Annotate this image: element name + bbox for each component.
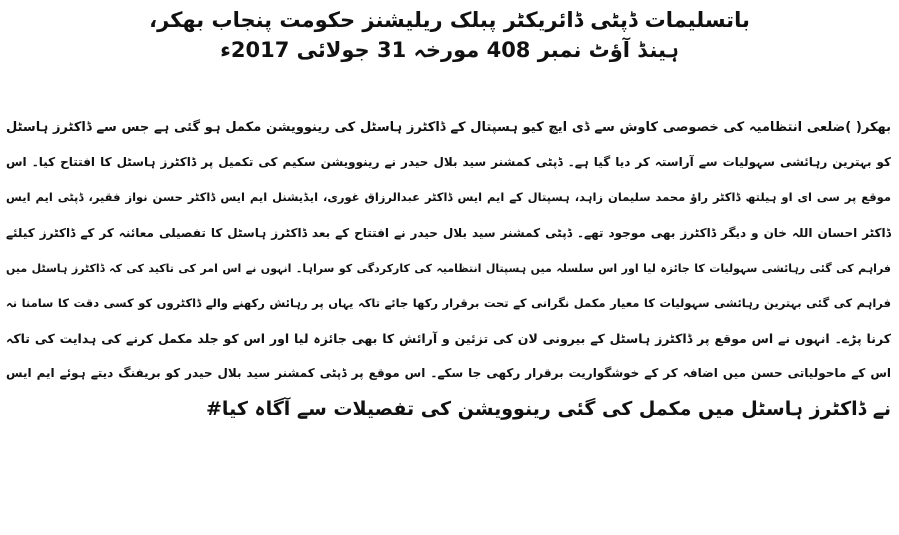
body-line: کرنا پڑے۔ انہوں نے اس موقع پر ڈاکٹرز ہاسٹل کے بیرونی لان کی تزئین و آرائش کا بھی جائزہ لیا اور اس کو جلد مکمل کرنے کی ہدایت کی تاکہ	[6, 331, 891, 347]
body-line: کو بہترین رہائشی سہولیات سے آراستہ کر دیا گیا ہے۔ ڈپٹی کمشنر سید بلال حیدر نے رینوویشن سکیم کی تکمیل پر ڈاکٹرز ہاسٹل کا افتتاح کیا۔ اس	[6, 155, 891, 170]
body-line: اس کے ماحولیاتی حسن میں اضافہ کر کے خوشگواریت برقرار رکھی جا سکے۔ اس موقع پر ڈپٹی کمشنر سید بلال حیدر کو بریفنگ دیتے ہوئے ایم ایس	[6, 366, 891, 381]
header-handout-line: ہینڈ آؤٹ نمبر 408 مورخہ 31 جولائی 2017ء	[220, 38, 679, 62]
body-line: فراہم کی گئی رہائشی سہولیات کا جائزہ لیا اور اس سلسلہ میں ہسپتال انتظامیہ کی کارکردگی کو سراہا۔ انہوں نے اس امر کی تاکید کی کہ ڈاکٹرز ہاسٹل میں	[6, 261, 891, 275]
body-line: موقع پر سی ای او ہیلتھ ڈاکٹر راؤ محمد سلیمان زاہد، ہسپتال کے ایم ایس ڈاکٹر عبدالرزاق غوری، ایڈیشنل ایم ایس ڈاکٹر حسن نواز فقیر، ڈپٹی ایم ایس	[6, 190, 891, 205]
body-line: فراہم کی گئی بہترین رہائشی سہولیات کا معیار مکمل نگرانی کے تحت برقرار رکھا جائے تاکہ یہاں پر رہائش رکھنے والے ڈاکٹروں کو کسی دقت کا سامنا نہ	[6, 295, 891, 310]
body-line: ڈاکٹر احسان اللہ خان و دیگر ڈاکٹرز بھی موجود تھے۔ ڈپٹی کمشنر سید بلال حیدر نے افتتاح کے بعد ڈاکٹرز ہاسٹل کا تفصیلی معائنہ کر کے ڈاکٹرز کیلئے	[6, 225, 891, 240]
header-issuer-line: باتسلیمات ڈپٹی ڈائریکٹر پبلک ریلیشنز حکومت پنجاب بھکر،	[149, 8, 750, 32]
press-release-body	[6, 110, 891, 427]
body-line: نے ڈاکٹرز ہاسٹل میں مکمل کی گئی رینوویشن کی تفصیلات سے آگاہ کیا#	[206, 397, 891, 420]
body-line: بھکر( )ضلعی انتظامیہ کی خصوصی کاوش سے ڈی ایچ کیو ہسپتال کے ڈاکٹرز ہاسٹل کی رینوویشن مکمل ہو گئی ہے جس سے ڈاکٹرز ہاسٹل	[6, 120, 891, 135]
